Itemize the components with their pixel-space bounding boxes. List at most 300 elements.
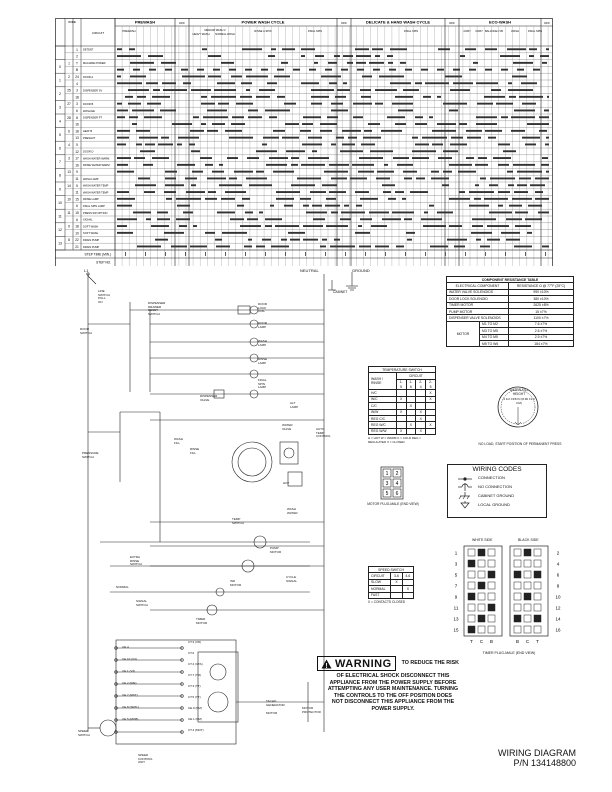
chart-cam-bar <box>424 212 428 214</box>
chart-cam-bar <box>453 69 460 71</box>
chart-step-time-mark <box>125 252 126 256</box>
chart-cam-bar <box>352 164 374 166</box>
timer-plug-pin <box>514 593 521 600</box>
chart-cam-bar <box>465 48 476 50</box>
chart-cam-bar <box>522 103 536 105</box>
terminal-label-left: CE.5 (MOB) <box>122 717 139 721</box>
speed-switch-cell: NORMAL <box>369 586 391 592</box>
chart-cam-bar <box>270 205 274 207</box>
chart-cam-bar <box>297 178 321 180</box>
chart-circuit-label: PRESS SW OPTION <box>83 211 108 215</box>
chart-cam-bar <box>117 164 128 166</box>
chart-cam-bar <box>517 184 527 186</box>
chart-cam-bar <box>498 144 510 146</box>
chart-cam-bar <box>348 137 357 139</box>
chart-cam-bar <box>129 48 135 50</box>
schematic-label: HOT <box>283 481 290 485</box>
temp-switch-cell: X <box>426 390 436 396</box>
timer-plug-pin <box>534 604 541 611</box>
chart-cam-bar <box>130 76 146 78</box>
chart-circuit-label: DISPENSER PT <box>83 116 103 120</box>
chart-cam-bar <box>313 218 325 220</box>
chart-cam-bar <box>547 96 549 98</box>
warning-lead: TO REDUCE THE RISK <box>401 660 459 667</box>
chart-cam-bar <box>466 157 474 159</box>
chart-cam-bar <box>265 218 282 220</box>
chart-wire-b: 9 <box>76 170 78 175</box>
chart-wire-b: 16 <box>75 163 79 168</box>
chart-cam-bar <box>477 103 493 105</box>
chart-cam-bar <box>375 246 389 248</box>
chart-cam-bar <box>117 103 122 105</box>
chart-cam-bar <box>249 184 272 186</box>
chart-wire-b: T <box>76 61 78 66</box>
chart-wire-a: 14 <box>67 183 71 188</box>
motor-plug-caption: MOTOR PLUG-MALE (END VIEW) <box>367 502 419 506</box>
chart-cam-bar <box>191 150 200 152</box>
chart-cam-bar <box>356 55 371 57</box>
chart-cam-bar <box>425 82 449 84</box>
chart-cam-bar <box>364 130 372 132</box>
warning-line: POWER SUPPLY. <box>371 705 415 712</box>
chart-cam-number: 0 <box>59 64 61 69</box>
chart-cam-bar <box>329 164 349 166</box>
schematic-label: RINSE FILL <box>190 447 200 455</box>
chart-off-label: OFF <box>544 21 550 25</box>
chart-cam-bar <box>216 246 230 248</box>
chart-cam-bar <box>322 184 337 186</box>
chart-cam-bar <box>379 76 404 78</box>
timer-plug-row-number: 12 <box>555 605 561 611</box>
chart-cam-bar <box>164 191 176 193</box>
resistance-component: PUMP MOTOR <box>447 308 509 314</box>
chart-cam-bar <box>430 246 448 248</box>
chart-cam-bar <box>144 116 162 118</box>
chart-cam-bar <box>191 184 196 186</box>
chart-step-time-mark <box>465 252 466 256</box>
schematic-label: TIMER MOTOR <box>196 617 208 625</box>
timer-plug-column-letter: T <box>470 639 473 644</box>
temp-switch-cell: W/W <box>369 409 397 415</box>
wiring-code-label: CABINET GROUND <box>478 493 515 498</box>
chart-circuit-label: WASH WATER TEMP <box>83 191 109 195</box>
chart-wire-b: 13 <box>75 136 79 141</box>
chart-footer-label: STEP TIME (MIN.) <box>84 252 111 257</box>
chart-cam-bar <box>370 150 393 152</box>
chart-cam-bar <box>157 218 170 220</box>
chart-cam-bar <box>341 69 348 71</box>
chart-cam-bar <box>117 205 132 207</box>
chart-cam-bar <box>177 164 195 166</box>
warning-box <box>317 656 469 713</box>
chart-cycle-label: ECO-WASH <box>489 19 511 25</box>
chart-cam-bar <box>218 103 229 105</box>
timer-plug-row-number: 15 <box>453 627 459 633</box>
speed-switch-table <box>368 566 414 604</box>
temp-switch-inner <box>238 448 266 476</box>
timer-plug-row-number: 5 <box>454 572 458 578</box>
motor-plug-pin-number: 5 <box>385 491 389 497</box>
schematic-label: TEMP SWITCH <box>232 517 244 525</box>
chart-cam-bar <box>324 171 348 173</box>
chart-cam-bar <box>145 144 155 146</box>
chart-cam-bar <box>325 69 332 71</box>
chart-cam-bar <box>117 171 134 173</box>
chart-cam-bar <box>229 178 237 180</box>
chart-circuit-label: DISPENSER SV <box>83 89 103 93</box>
chart-cam-bar <box>490 178 515 180</box>
chart-sub-label: FINAL SPIN <box>307 30 323 33</box>
chart-wire-b: 12 <box>75 149 79 154</box>
terminal-label-right: CT.4 (MOT) <box>188 728 204 732</box>
chart-cam-bar <box>137 246 161 248</box>
chart-cam-bar <box>451 137 463 139</box>
timer-plug-row-number: 3 <box>454 561 458 567</box>
chart-cam-bar <box>330 246 355 248</box>
chart-cam-bar <box>469 69 476 71</box>
chart-cam-bar <box>500 55 520 57</box>
timer-plug-pin <box>488 593 495 600</box>
chart-cam-bar <box>513 164 535 166</box>
schematic-label: LINE SWITCH PULL ON <box>98 289 110 304</box>
chart-circuit-label: MACHINE POWER <box>83 62 106 66</box>
chart-cam-bar <box>458 171 476 173</box>
chart-wire-a: 4 <box>68 143 70 147</box>
chart-cam-bar <box>343 55 353 57</box>
chart-cam-bar <box>183 82 191 84</box>
chart-cam-bar <box>268 55 275 57</box>
chart-cam-bar <box>291 164 298 166</box>
wiring-codes-title: WIRING CODES <box>472 466 522 473</box>
chart-cam-bar <box>262 144 267 146</box>
chart-cam-bar <box>208 55 221 57</box>
chart-cam-bar <box>246 76 268 78</box>
chart-step-time-mark <box>285 252 286 256</box>
chart-cam-bar <box>310 191 326 193</box>
chart-cam-bar <box>262 239 271 241</box>
chart-cam-bar <box>291 184 315 186</box>
schematic-label: NORMAL <box>116 585 129 589</box>
chart-cam-bar <box>328 62 337 64</box>
timer-plug-pin <box>524 626 531 633</box>
motor-plug <box>380 466 404 500</box>
water-valve <box>280 442 298 464</box>
chart-cam-bar <box>533 69 540 71</box>
chart-cam-bar <box>353 116 363 118</box>
chart-cam-bar <box>133 212 151 214</box>
chart-cam-bar <box>360 198 378 200</box>
temp-switch-cell: C/C <box>369 403 397 409</box>
water-valve-coil <box>284 448 294 458</box>
chart-cam-bar <box>480 178 486 180</box>
chart-cam-bar <box>429 116 433 118</box>
chart-wire-b: B <box>75 68 79 73</box>
chart-sub-label: FINAL SPIN <box>403 30 419 33</box>
timer-plug-pin <box>514 582 521 589</box>
chart-cam-bar <box>201 96 207 98</box>
chart-cam-bar <box>302 123 313 125</box>
chart-cam-bar <box>331 144 336 146</box>
chart-cycle-label: POWER WASH CYCLE <box>241 19 285 25</box>
chart-cam-bar <box>273 130 285 132</box>
speed-switch-cell: X <box>391 579 402 585</box>
timer-plug-black-side: BLACK SIDE <box>518 538 539 542</box>
chart-cam-bar <box>244 246 252 248</box>
chart-cam-bar <box>506 239 520 241</box>
chart-wire-a: 8 <box>68 238 70 243</box>
chart-circuit-header: CIRCUIT <box>91 31 105 35</box>
chart-cam-bar <box>149 69 156 71</box>
chart-wire-a: 10 <box>67 197 71 202</box>
chart-wire-a: 6 <box>68 129 70 134</box>
motor-box <box>198 652 238 722</box>
chart-cam-bar <box>117 144 126 146</box>
chart-cam-bar <box>476 123 497 125</box>
chart-wire-b: 18 <box>75 95 79 100</box>
chart-cam-bar <box>514 246 532 248</box>
chart-cam-bar <box>529 55 534 57</box>
chart-cam-bar <box>117 55 141 57</box>
chart-cam-bar <box>395 191 404 193</box>
timer-plug-column-letter: C <box>479 639 484 644</box>
chart-cam-bar <box>387 55 393 57</box>
chart-wire-b: 6 <box>76 204 78 209</box>
chart-cam-bar <box>322 239 327 241</box>
chart-step-time-mark <box>205 252 206 256</box>
chart-cam-bar <box>136 130 150 132</box>
chart-cam-bar <box>501 69 508 71</box>
chart-cam-bar <box>331 110 348 112</box>
timer-plug-pin <box>478 604 485 611</box>
resistance-value: 7.6 ±7% <box>508 321 573 327</box>
chart-cam-bar <box>491 89 501 91</box>
chart-cam-bar <box>501 116 508 118</box>
chart-cam-bar <box>190 130 204 132</box>
timer-plug-pin <box>468 626 475 633</box>
chart-wire-b: 17 <box>75 156 79 161</box>
speed-switch-row <box>369 592 414 598</box>
terminal-label-right: CE.9 (FM) <box>188 706 202 710</box>
timer-plug-pin <box>488 549 495 556</box>
chart-cam-bar <box>488 137 496 139</box>
chart-cam-bar <box>221 62 234 64</box>
chart-cam-bar <box>176 218 190 220</box>
schematic-label: ALT LAMP <box>290 401 299 409</box>
chart-cam-bar <box>152 96 170 98</box>
timer-plug-pin <box>478 593 485 600</box>
schematic-label: SIGNAL SWITCH <box>136 599 148 607</box>
chart-cam-bar <box>128 89 149 91</box>
chart-cam-bar <box>398 110 413 112</box>
chart-cam-bar <box>207 110 227 112</box>
chart-cam-bar <box>395 96 413 98</box>
speed-switch-cell: FAST <box>369 592 391 598</box>
chart-wire-a: 25 <box>67 88 71 93</box>
chart-cam-bar <box>406 232 415 234</box>
chart-cam-bar <box>117 48 122 50</box>
timer-plug-pin <box>488 571 495 578</box>
chart-wire-b: 18 <box>75 129 79 134</box>
schematic-label: CYCLE SIGNAL <box>286 575 298 583</box>
chart-cam-bar <box>157 212 168 214</box>
timer-plug-pin <box>488 604 495 611</box>
resistance-component: WATER VALVE SOLENOIDS <box>447 289 509 295</box>
chart-cam-bar <box>286 150 305 152</box>
chart-cam-bar <box>358 225 362 227</box>
chart-cam-bar <box>453 82 473 84</box>
chart-cam-bar <box>234 171 253 173</box>
chart-cam-bar <box>469 191 494 193</box>
chart-cam-bar <box>475 164 488 166</box>
chart-cam-bar <box>171 246 187 248</box>
chart-cam-bar <box>472 225 483 227</box>
timer-plug-pin <box>514 560 521 567</box>
chart-cam-bar <box>376 178 390 180</box>
timer-plug-pin <box>488 582 495 589</box>
chart-cam-bar <box>163 89 187 91</box>
chart-cam-bar <box>177 144 182 146</box>
chart-cam-bar <box>160 110 176 112</box>
chart-cam-bar <box>176 198 201 200</box>
chart-cam-bar <box>442 184 449 186</box>
resistance-value: 380 ±10% <box>508 296 573 302</box>
timer-plug-black-housing <box>510 546 548 636</box>
chart-cam-bar <box>498 205 503 207</box>
chart-cam-bar <box>271 246 289 248</box>
timer-plug-pin <box>478 615 485 622</box>
timer-plug-row-number: 14 <box>555 616 561 622</box>
chart-circuit-label: DETENT <box>83 48 94 52</box>
timer-plug-pin <box>514 549 521 556</box>
chart-cam-bar <box>438 157 452 159</box>
chart-cam-bar <box>237 205 244 207</box>
chart-cam-bar <box>403 171 417 173</box>
chart-cam-bar <box>438 48 450 50</box>
chart-step-time-mark <box>545 252 546 256</box>
chart-cam-bar <box>247 157 259 159</box>
chart-step-time-mark <box>425 252 426 256</box>
chart-cam-bar <box>454 246 465 248</box>
wiring-code-item <box>458 500 546 509</box>
chart-cam-bar <box>236 103 253 105</box>
timer-plug-row-number: 9 <box>454 594 458 600</box>
chart-cam-bar <box>274 76 290 78</box>
chart-cam-bar <box>281 62 288 64</box>
chart-wire-b: 24 <box>75 75 79 79</box>
chart-cam-bar <box>522 137 540 139</box>
chart-cam-bar <box>146 218 151 220</box>
chart-sub-label: 4 VB <box>497 30 503 33</box>
chart-cam-bar <box>158 144 173 146</box>
chart-cam-bar <box>325 205 340 207</box>
chart-cam-bar <box>117 116 125 118</box>
speed-switch-cell <box>402 592 413 598</box>
chart-cam-bar <box>412 150 436 152</box>
timer-plug-row-number: 10 <box>555 594 561 600</box>
terminal-label-left: CE.7 (RDT) <box>122 693 138 697</box>
chart-cam-number: 1 <box>59 78 61 83</box>
chart-circuit-label: FINAL SPIN LAMP <box>83 205 105 208</box>
chart-cam-bar <box>403 89 419 91</box>
chart-cam-bar <box>177 205 190 207</box>
chart-cam-bar <box>213 69 220 71</box>
chart-cam-bar <box>407 239 412 241</box>
chart-cam-bar <box>519 178 531 180</box>
chart-cam-bar <box>421 69 428 71</box>
chart-cam-bar <box>542 246 549 248</box>
chart-cam-bar <box>135 184 156 186</box>
schematic-label: EXTRA RINSE SWITCH <box>130 555 142 567</box>
chart-cam-bar <box>415 82 422 84</box>
timer-plug-pin <box>468 560 475 567</box>
motor-plug-pins <box>380 466 404 500</box>
chart-cam-bar <box>284 103 296 105</box>
chart-cam-bar <box>355 232 370 234</box>
chart-step-time-mark <box>365 252 366 256</box>
temp-switch-circuit: CIRCUIT <box>396 373 435 379</box>
chart-cam-bar <box>375 55 380 57</box>
chart-cam-bar <box>164 232 184 234</box>
chart-cam-bar <box>205 198 217 200</box>
speed-switch-cell <box>391 592 402 598</box>
resistance-value: 184 ±7% <box>508 340 573 346</box>
chart-cam-bar <box>212 171 224 173</box>
resistance-motor-winding: M4 TO M5 <box>480 334 509 340</box>
diagram-title: WIRING DIAGRAM <box>498 748 576 758</box>
chart-cam-bar <box>535 191 543 193</box>
chart-cam-bar <box>161 62 176 64</box>
motor-plug-pin-number: 6 <box>395 491 399 497</box>
water-fill-title: WATER FILL HEIGHT <box>509 388 529 396</box>
chart-cam-bar <box>336 137 344 139</box>
motor-plug-housing <box>381 467 403 499</box>
chart-wire-b: 18 <box>75 224 79 229</box>
chart-cam-bar <box>392 103 413 105</box>
chart-cam-bar <box>431 178 449 180</box>
chart-cam-bar <box>301 164 325 166</box>
chart-cam-bar <box>248 116 262 118</box>
chart-wire-b: 3 <box>76 102 78 107</box>
chart-wire-b: 15 <box>75 197 79 202</box>
resistance-table-title: COMPONENT RESISTANCE TABLE <box>447 277 574 283</box>
chart-cam-bar <box>166 198 172 200</box>
resistance-value: 2.9 ±7% <box>508 334 573 340</box>
chart-circuit-label: SOFT WASH <box>83 225 99 229</box>
chart-cam-bar <box>539 116 549 118</box>
speed-switch-cell: SLOW <box>369 579 391 585</box>
chart-cam-bar <box>129 116 138 118</box>
chart-cam-bar <box>443 150 458 152</box>
chart-cam-bar <box>162 82 176 84</box>
chart-cam-bar <box>201 123 206 125</box>
chart-cam-bar <box>449 164 472 166</box>
title-block <box>470 748 576 768</box>
chart-cam-bar <box>485 130 502 132</box>
line-switch <box>88 276 96 284</box>
chart-cam-bar <box>347 62 353 64</box>
timer-plug-pin <box>534 582 541 589</box>
chart-wire-a: 1 <box>68 61 70 66</box>
chart-cam-bar <box>117 76 121 78</box>
local-ground-icon <box>458 501 472 509</box>
chart-cam-bar <box>387 116 405 118</box>
chart-cam-number: 2 <box>59 92 61 97</box>
chart-cam-bar <box>415 144 429 146</box>
speed-switch-col: 3-6 <box>391 573 402 579</box>
timer-plug-pin <box>514 626 521 633</box>
timer-chart-grid <box>55 18 555 266</box>
chart-cam-bar <box>331 212 338 214</box>
